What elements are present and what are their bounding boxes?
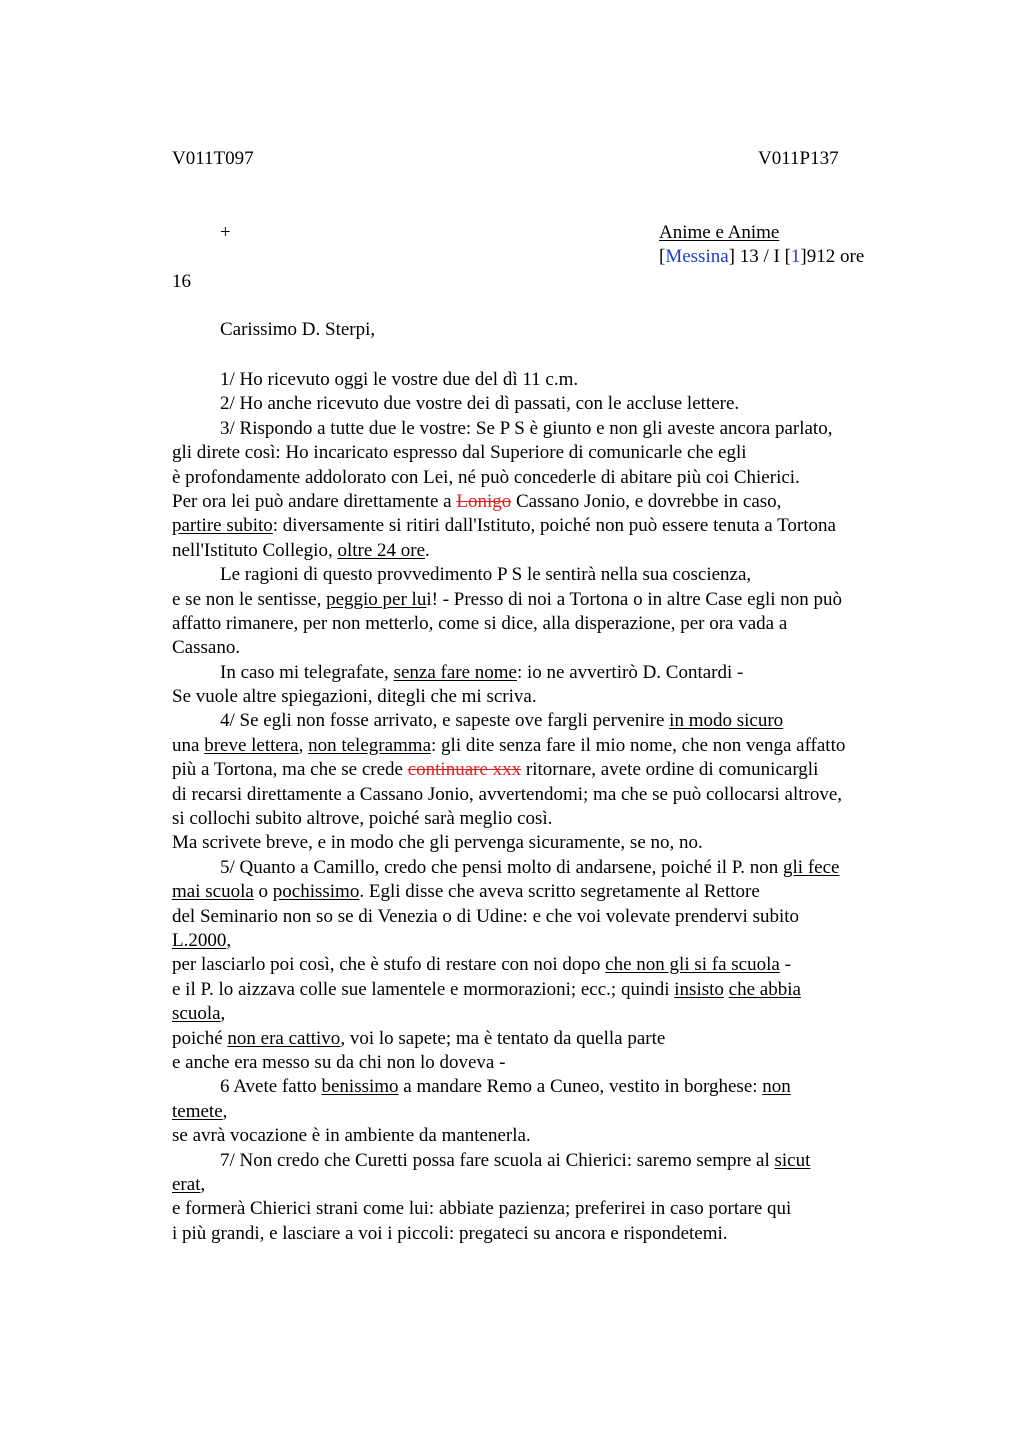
- body-line: 3/ Rispondo a tutte due le vostre: Se P S è giunto e non gli aveste ancora parlato,: [220, 417, 833, 439]
- text-run: e il P. lo aizzava colle sue lamentele e mormorazioni; ecc.; quindi: [172, 978, 675, 1000]
- body-line: [172, 661, 912, 685]
- body-line: [172, 709, 912, 733]
- body-line: Ma scrivete breve, e in modo che gli pervenga sicuramente, se no, no.: [172, 832, 703, 854]
- underlined-text: non telegramma: [308, 734, 432, 756]
- body-line: [172, 856, 912, 880]
- underlined-text: non: [762, 1076, 791, 1098]
- body-line: e formerà Chierici strani come lui: abbiate pazienza; preferirei in caso portare qui: [172, 1198, 792, 1220]
- underlined-text: che abbia: [728, 978, 801, 1000]
- date-line: [Messina] 13 / I [1]912 ore: [659, 246, 865, 267]
- text-run: ,: [200, 1173, 206, 1195]
- page-code-right: V011P137: [758, 148, 839, 169]
- body-line: Le ragioni di questo provvedimento P S le sentirà nella sua coscienza,: [220, 564, 752, 586]
- underlined-text: senza fare nome: [393, 661, 517, 683]
- underlined-text: partire subito: [172, 515, 273, 537]
- salutation: Carissimo D. Sterpi,: [220, 319, 376, 340]
- text-run: 7/ Non credo che Curetti possa fare scuola ai Chierici: saremo sempre al: [220, 1149, 775, 1171]
- text-run: : io ne avvertirò D. Contardi -: [517, 661, 744, 683]
- text-run: 5/ Quanto a Camillo, credo che pensi molto di andarsene, poiché il P. non: [220, 856, 784, 878]
- body-line: 2/ Ho anche ricevuto due vostre dei dì passati, con le accluse lettere.: [220, 393, 740, 415]
- underlined-text: che non gli si fa scuola: [605, 954, 780, 976]
- date-part: 13 / I [: [739, 246, 791, 267]
- underlined-text: sicut: [774, 1149, 811, 1171]
- text-run: ,: [220, 1003, 226, 1025]
- body-line: [172, 1173, 912, 1197]
- text-run: ,: [298, 734, 309, 756]
- text-run: ,: [222, 1100, 228, 1122]
- body-line: [172, 1002, 912, 1026]
- cross-symbol: +: [220, 222, 231, 243]
- body-line: [172, 1027, 912, 1051]
- text-run: Per ora lei può andare direttamente a: [172, 490, 457, 512]
- body-line: [172, 929, 912, 953]
- text-run: i! - Presso di noi a Tortona o in altre Case egli non può: [426, 588, 843, 610]
- body-line: [172, 514, 912, 538]
- body-line: Cassano.: [172, 637, 241, 659]
- body-line: [172, 539, 912, 563]
- text-run: : diversamente si ritiri dall'Istituto, poiché non può essere tenuta a Tortona: [272, 515, 836, 537]
- underlined-text: temete: [172, 1100, 223, 1122]
- place-name: Messina: [665, 246, 729, 267]
- text-run: e se non le sentisse,: [172, 588, 327, 610]
- text-run: Cassano Jonio, e dovrebbe in caso,: [511, 490, 782, 512]
- body-line: [172, 588, 912, 612]
- body-line: i più grandi, e lasciare a voi i piccoli: pregateci su ancora e rispondetemi.: [172, 1222, 728, 1244]
- body-line: [172, 734, 912, 758]
- text-run: -: [779, 954, 791, 976]
- text-run: In caso mi telegrafate,: [220, 661, 394, 683]
- text-run: più a Tortona, ma che se crede: [172, 759, 408, 781]
- text-run: 4/ Se egli non fosse arrivato, e sapeste ove fargli pervenire: [220, 710, 670, 732]
- text-run: a mandare Remo a Cuneo, vestito in borghese:: [398, 1076, 763, 1098]
- underlined-text: scuola: [172, 1003, 221, 1025]
- underlined-text: erat: [172, 1173, 201, 1195]
- letter-title-text: Anime e Anime: [659, 222, 780, 243]
- body-line: di recarsi direttamente a Cassano Jonio, avvertendomi; ma che se può collocarsi altrove,: [172, 783, 843, 805]
- body-line: [172, 1075, 912, 1099]
- underlined-text: breve lettera: [204, 734, 299, 756]
- document-code-left: V011T097: [172, 148, 254, 169]
- text-run: 6 Avete fatto: [220, 1076, 322, 1098]
- hour-line: 16: [172, 271, 191, 292]
- body-line: [172, 1149, 912, 1173]
- text-run: o: [253, 881, 273, 903]
- underlined-text: L.2000: [172, 929, 227, 951]
- body-line: e anche era messo su da chi non lo doveva -: [172, 1051, 506, 1073]
- text-run: una: [172, 734, 205, 756]
- deleted-text: Lonigo: [456, 490, 512, 512]
- letter-body: [172, 368, 912, 1246]
- underlined-text: non era cattivo: [227, 1027, 341, 1049]
- body-line: affatto rimanere, per non metterlo, come si dice, alla disperazione, per ora vada a: [172, 612, 788, 634]
- text-run: ,: [226, 929, 232, 951]
- text-run: poiché: [172, 1027, 228, 1049]
- text-run: nell'Istituto Collegio,: [172, 539, 338, 561]
- body-line: [172, 1100, 912, 1124]
- text-run: : gli dite senza fare il mio nome, che non venga affatto: [431, 734, 846, 756]
- body-line: 1/ Ho ricevuto oggi le vostre due del dì 11 c.m.: [220, 369, 579, 390]
- body-line: [172, 880, 912, 904]
- text-run: , voi lo sapete; ma è tentato da quella parte: [340, 1027, 666, 1049]
- body-line: [172, 978, 912, 1002]
- text-run: . Egli disse che aveva scritto segretamente al Rettore: [359, 881, 760, 903]
- body-line: [172, 758, 912, 782]
- date-part-b: ]912 ore: [800, 246, 865, 267]
- underlined-text: in modo sicuro: [669, 710, 784, 732]
- body-line: se avrà vocazione è in ambiente da mantenerla.: [172, 1125, 531, 1147]
- body-line: Se vuole altre spiegazioni, ditegli che mi scriva.: [172, 686, 537, 708]
- body-line: si collochi subito altrove, poiché sarà meglio così.: [172, 808, 553, 830]
- underlined-text: pochissimo: [272, 881, 360, 903]
- text-run: per lasciarlo poi così, che è stufo di restare con noi dopo: [172, 954, 606, 976]
- letter-title: [659, 221, 779, 245]
- body-line: [172, 953, 912, 977]
- year-digit: 1: [790, 246, 801, 267]
- body-line: [172, 490, 912, 514]
- underlined-text: insisto: [674, 978, 724, 1000]
- underlined-text: peggio per lu: [326, 588, 427, 610]
- body-line: del Seminario non so se di Venezia o di Udine: e che voi volevate prendervi subito: [172, 905, 800, 927]
- text-run: ritornare, avete ordine di comunicargli: [521, 759, 819, 781]
- underlined-text: benissimo: [321, 1076, 399, 1098]
- body-line: gli direte così: Ho incaricato espresso dal Superiore di comunicarle che egli: [172, 442, 747, 464]
- deleted-text: continuare xxx: [407, 759, 522, 781]
- underlined-text: oltre 24 ore: [337, 539, 426, 561]
- underlined-text: gli fece: [783, 856, 840, 878]
- underlined-text: mai scuola: [172, 881, 254, 903]
- text-run: .: [425, 539, 430, 561]
- body-line: è profondamente addolorato con Lei, né può concederle di abitare più coi Chierici.: [172, 466, 800, 488]
